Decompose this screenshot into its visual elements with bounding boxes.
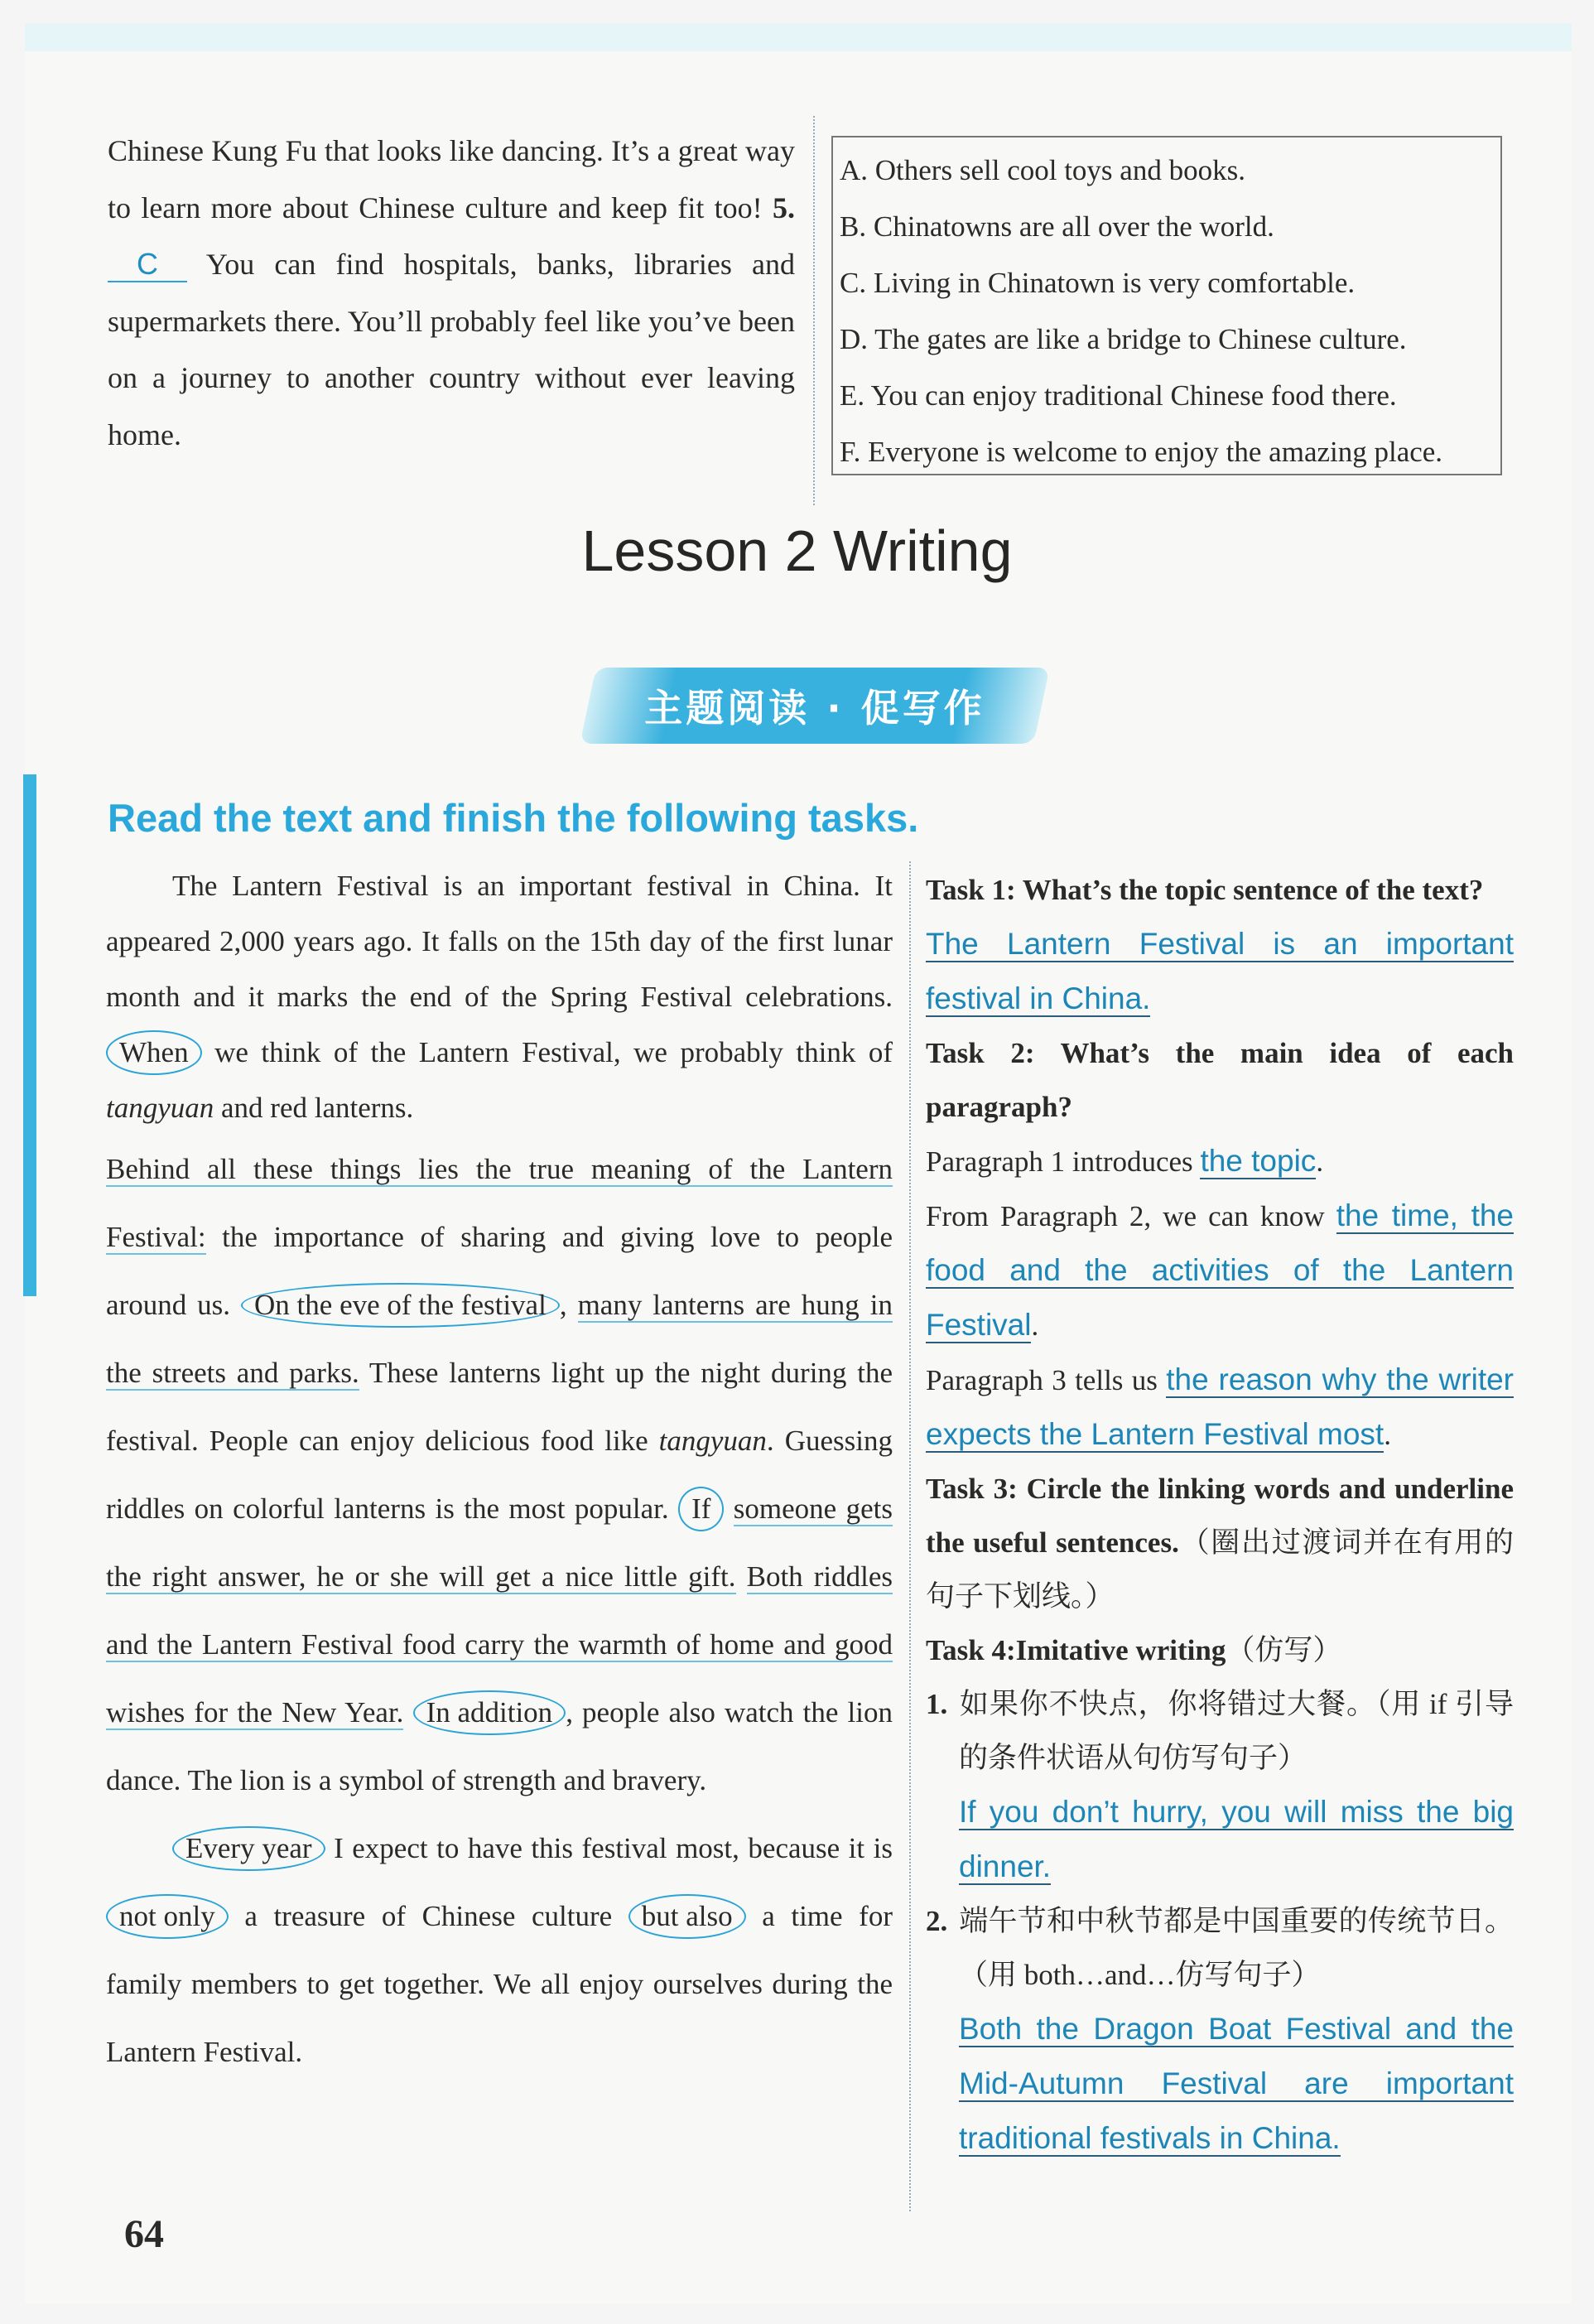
linking-word-circle: Every year xyxy=(172,1826,325,1871)
task-1-answer: The Lantern Festival is an important festival in China. xyxy=(926,927,1514,1015)
top-band xyxy=(25,23,1572,51)
option-b: B. Chinatowns are all over the world. xyxy=(840,210,1274,243)
continued-passage xyxy=(108,123,795,463)
passage-text xyxy=(724,1492,733,1525)
writing-item-1-answer-line xyxy=(926,1785,1514,1894)
section-heading: Read the text and finish the following tasks. xyxy=(108,796,919,840)
task-question: :Imitative writing xyxy=(1005,1634,1226,1666)
underlined-sentence: Both riddles and the Lantern Festival food carry the warmth of home and good wishes for the New Year. xyxy=(106,1560,893,1729)
task-answer: the topic xyxy=(1200,1144,1317,1178)
passage-text: , people also watch the lion dance. The lion is a symbol of strength and bravery. xyxy=(106,1696,893,1796)
underlined-sentence: someone gets the right answer, he or she will get a nice little gift. xyxy=(106,1492,893,1593)
linking-word-circle: but also xyxy=(628,1894,746,1939)
option-d: D. The gates are like a bridge to Chinese culture. xyxy=(840,323,1407,355)
item-prompt: 如果你不快点，你将错过大餐。（用 if 引导的条件状语从句仿写句子） xyxy=(959,1688,1514,1774)
lesson-title: Lesson 2 Writing xyxy=(581,518,1013,583)
task-question: : What’s the topic sentence of the text? xyxy=(1005,874,1484,906)
task-answer: the time, the food and the activities of the Lantern Festival xyxy=(926,1198,1514,1342)
task-text: Paragraph 3 tells us xyxy=(926,1364,1167,1396)
passage-text xyxy=(736,1560,747,1593)
linking-word-circle: In addition xyxy=(413,1690,566,1735)
answer-blank: C xyxy=(108,248,187,282)
tasks-column xyxy=(926,863,1514,2166)
section-banner xyxy=(588,668,1042,744)
task-instruction-cn: （圈出过渡词并在有用的句子下划线。） xyxy=(926,1526,1514,1613)
paragraph-3 xyxy=(106,1815,893,2086)
item-prompt: 端午节和中秋节都是中国重要的传统节日。（用 both…and…仿写句子） xyxy=(959,1905,1514,1991)
task-answer: the reason why the writer expects the Lantern Festival most xyxy=(926,1362,1514,1451)
linking-word-circle: If xyxy=(678,1487,724,1531)
passage-text: I expect to have this festival most, because it is xyxy=(325,1832,893,1864)
item-answer: If you don’t hurry, you will miss the big dinner. xyxy=(959,1795,1514,1883)
task-question: : Circle the linking words and underline the useful sentences. xyxy=(926,1473,1514,1559)
passage-text: The Lantern Festival is an important festival in China. xyxy=(172,870,860,902)
task-text: . xyxy=(1384,1419,1391,1451)
option-c: C. Living in Chinatown is very comfortable. xyxy=(840,267,1356,299)
writing-item-2 xyxy=(926,1894,1514,2002)
option-f: F. Everyone is welcome to enjoy the amazing place. xyxy=(840,436,1443,468)
passage-text xyxy=(403,1696,412,1729)
side-accent-bar xyxy=(23,774,36,1296)
linking-word-circle: When xyxy=(106,1030,202,1075)
task-1 xyxy=(926,863,1514,917)
writing-item-1 xyxy=(926,1677,1514,1785)
writing-item-2-answer-line xyxy=(926,2002,1514,2166)
item-number: 2. xyxy=(926,1905,948,1937)
task-text: . xyxy=(1316,1145,1324,1178)
item-answer: Both the Dragon Boat Festival and the Mid-Autumn Festival are important traditional festivals in China. xyxy=(959,2012,1514,2155)
task-instruction-cn: （仿写） xyxy=(1226,1634,1342,1666)
option-a: A. Others sell cool toys and books. xyxy=(840,154,1245,186)
passage-text: we think of the Lantern Festival, we probably think of xyxy=(201,1036,893,1068)
task-4 xyxy=(926,1623,1514,1677)
passage-text: a treasure of Chinese culture xyxy=(228,1900,628,1932)
passage-text: These lanterns light up the night during the festival. People can enjoy delicious food like xyxy=(106,1357,893,1457)
task-3 xyxy=(926,1462,1514,1623)
question-number: 5. xyxy=(773,190,795,224)
paragraph-1 xyxy=(106,858,893,1135)
options-box xyxy=(831,136,1502,475)
task-text: . xyxy=(1031,1309,1039,1342)
paragraph-2 xyxy=(106,1135,893,1815)
task-2 xyxy=(926,1026,1514,1134)
passage-text: You can find hospitals, banks, libraries and supermarkets there. You’ll probably feel like you’ve been on a journey to another country without ever leaving home. xyxy=(108,248,796,451)
task-question: : What’s the main idea of each paragraph? xyxy=(926,1037,1514,1123)
task-2-para-3 xyxy=(926,1352,1514,1462)
passage-text: , xyxy=(559,1289,578,1321)
underlined-sentence: many lanterns are hung in the streets and parks. xyxy=(106,1289,893,1389)
underlined-sentence: Behind all these things lies the true meaning of the Lantern Festival: xyxy=(106,1153,893,1253)
task-2-para-2 xyxy=(926,1189,1514,1352)
task-2-para-1 xyxy=(926,1134,1514,1189)
passage-text: . Guessing riddles on colorful lanterns is the most popular. xyxy=(106,1425,893,1525)
column-divider xyxy=(813,116,815,505)
task-text: From Paragraph 2, we can know xyxy=(926,1200,1336,1232)
banner-text: 主题阅读 · 促写作 xyxy=(644,686,985,730)
task-label: Task 4 xyxy=(926,1634,1006,1666)
passage-text: a time for family members to get together. We all enjoy ourselves during the Lantern Festival. xyxy=(106,1900,893,2068)
linking-word-circle: not only xyxy=(106,1894,229,1939)
passage-italic: tangyuan xyxy=(106,1092,214,1124)
passage-text: Chinese Kung Fu that looks like dancing. It’s a great way to learn more about Chinese culture and keep fit too! xyxy=(108,134,795,224)
passage-text: the importance of sharing and giving love to people around us. xyxy=(106,1221,893,1321)
task-label: Task 1 xyxy=(926,874,1006,906)
passage-text: It appeared 2,000 years ago. It falls on the 15th day of the first lunar month and it marks the end of the Spring Festival celebrations. xyxy=(106,870,893,1013)
linking-word-circle: On the eve of the festival xyxy=(241,1283,560,1328)
task-1-answer-line xyxy=(926,917,1514,1026)
reading-passage xyxy=(106,858,893,2086)
task-label: Task 2 xyxy=(926,1037,1025,1069)
passage-text: and red lanterns. xyxy=(214,1092,414,1124)
item-number: 1. xyxy=(926,1688,948,1720)
task-text: Paragraph 1 introduces xyxy=(926,1145,1201,1178)
page-number: 64 xyxy=(124,2212,164,2256)
column-divider xyxy=(909,861,911,2211)
option-e: E. You can enjoy traditional Chinese food there. xyxy=(840,379,1397,412)
task-label: Task 3 xyxy=(926,1473,1009,1505)
passage-italic: tangyuan xyxy=(658,1425,767,1457)
